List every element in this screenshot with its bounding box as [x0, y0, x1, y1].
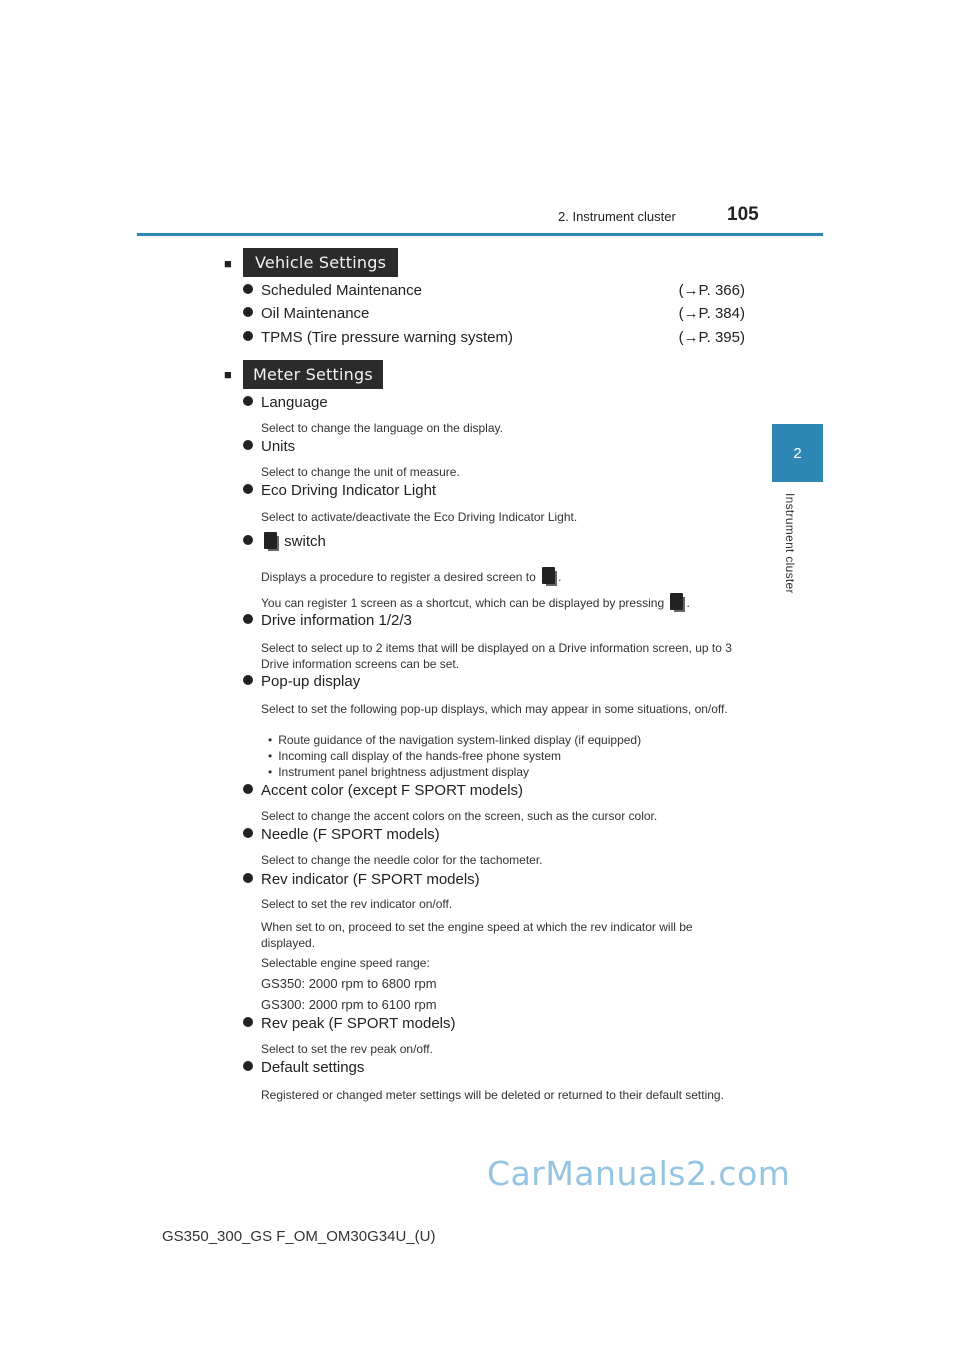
item-label: Default settings: [261, 1059, 365, 1076]
item-label: Accent color (except F SPORT models): [261, 782, 524, 799]
display-switch-icon: [542, 567, 555, 584]
display-switch-icon: [670, 593, 683, 610]
rpm-range: GS300: 2000 rpm to 6100 rpm: [261, 997, 437, 1012]
sub-bullet: • Route guidance of the navigation system-linked display (if equipped): [268, 733, 641, 747]
header-divider: [137, 233, 823, 236]
meter-settings-badge: Meter Settings: [243, 360, 383, 389]
desc-text: .: [558, 570, 562, 584]
bullet-icon: [243, 784, 253, 794]
item-label: TPMS (Tire pressure warning system): [261, 329, 513, 346]
desc-text: Displays a procedure to register a desired screen to: [261, 570, 536, 584]
list-item: [243, 1059, 364, 1076]
list-item: [243, 482, 436, 499]
list-item: [243, 532, 326, 550]
desc-text: .: [686, 596, 690, 610]
list-item: [243, 438, 295, 455]
section-square-icon: ■: [224, 367, 232, 382]
list-item: [243, 612, 412, 629]
item-label: Rev peak (F SPORT models): [261, 1015, 456, 1032]
sub-bullet: • Instrument panel brightness adjustment display: [268, 765, 529, 779]
bullet-icon: [243, 535, 253, 545]
list-item: [243, 673, 360, 690]
item-description: [261, 567, 562, 584]
bullet-icon: [243, 307, 253, 317]
section-square-icon: ■: [224, 256, 232, 271]
bullet-icon: [243, 873, 253, 883]
bullet-icon: [243, 484, 253, 494]
bullet-icon: [243, 1017, 253, 1027]
item-description: Registered or changed meter settings will be deleted or returned to their default setting.: [261, 1088, 724, 1102]
item-description: Select to change the language on the display.: [261, 421, 503, 435]
item-description: Select to set the rev indicator on/off.: [261, 897, 453, 911]
desc-text: You can register 1 screen as a shortcut, which can be displayed by pressing: [261, 596, 665, 610]
item-label: Rev indicator (F SPORT models): [261, 871, 480, 888]
bullet-icon: [243, 675, 253, 685]
list-item: [243, 871, 480, 888]
item-label: Drive information 1/2/3: [261, 612, 412, 629]
bullet-icon: [243, 1061, 253, 1071]
item-description: When set to on, proceed to set the engine speed at which the rev indicator will be displayed.: [261, 920, 693, 950]
item-description: Select to set the rev peak on/off.: [261, 1042, 433, 1056]
page-number: 105: [727, 204, 759, 225]
bullet-icon: [243, 828, 253, 838]
list-item: [243, 305, 369, 322]
item-label: Pop-up display: [261, 673, 361, 690]
list-item: [243, 329, 513, 346]
item-description: Select to set the following pop-up displays, which may appear in some situations, on/off.: [261, 702, 728, 716]
list-item: [243, 1015, 456, 1032]
item-label: Needle (F SPORT models): [261, 826, 440, 843]
item-description: Select to change the needle color for the tachometer.: [261, 853, 543, 867]
item-description: Selectable engine speed range:: [261, 956, 430, 970]
item-label: Language: [261, 394, 328, 411]
bullet-icon: [243, 331, 253, 341]
section-title: 2. Instrument cluster: [558, 209, 676, 224]
sub-bullet: • Incoming call display of the hands-free phone system: [268, 749, 561, 763]
chapter-tab: 2: [772, 424, 823, 482]
list-item: [243, 282, 422, 299]
list-item: [243, 826, 440, 843]
item-label: Units: [261, 438, 296, 455]
document-code: GS350_300_GS F_OM_OM30G34U_(U): [162, 1228, 436, 1245]
page-reference: (→P. 395): [678, 329, 745, 346]
vehicle-settings-badge: Vehicle Settings: [243, 248, 398, 277]
bullet-icon: [243, 614, 253, 624]
list-item: [243, 782, 523, 799]
item-description: Select to change the unit of measure.: [261, 465, 460, 479]
bullet-icon: [243, 396, 253, 406]
item-description: Select to change the accent colors on the screen, such as the cursor color.: [261, 809, 658, 823]
item-label: Oil Maintenance: [261, 305, 370, 322]
rpm-range: GS350: 2000 rpm to 6800 rpm: [261, 976, 437, 991]
bullet-icon: [243, 284, 253, 294]
item-description: Select to select up to 2 items that will be displayed on a Drive information screen, up to 3 Drive information screens can be set.: [261, 641, 732, 671]
item-label: Scheduled Maintenance: [261, 282, 422, 299]
item-description: [261, 593, 690, 610]
watermark: CarManuals2.com: [487, 1154, 791, 1193]
page-reference: (→P. 384): [678, 305, 745, 322]
display-switch-icon: [264, 532, 277, 549]
item-label: Eco Driving Indicator Light: [261, 482, 437, 499]
item-description: Select to activate/deactivate the Eco Driving Indicator Light.: [261, 510, 578, 524]
chapter-label: Instrument cluster: [783, 493, 797, 594]
list-item: [243, 394, 328, 411]
item-label: switch: [284, 533, 326, 550]
bullet-icon: [243, 440, 253, 450]
page-reference: (→P. 366): [678, 282, 745, 299]
